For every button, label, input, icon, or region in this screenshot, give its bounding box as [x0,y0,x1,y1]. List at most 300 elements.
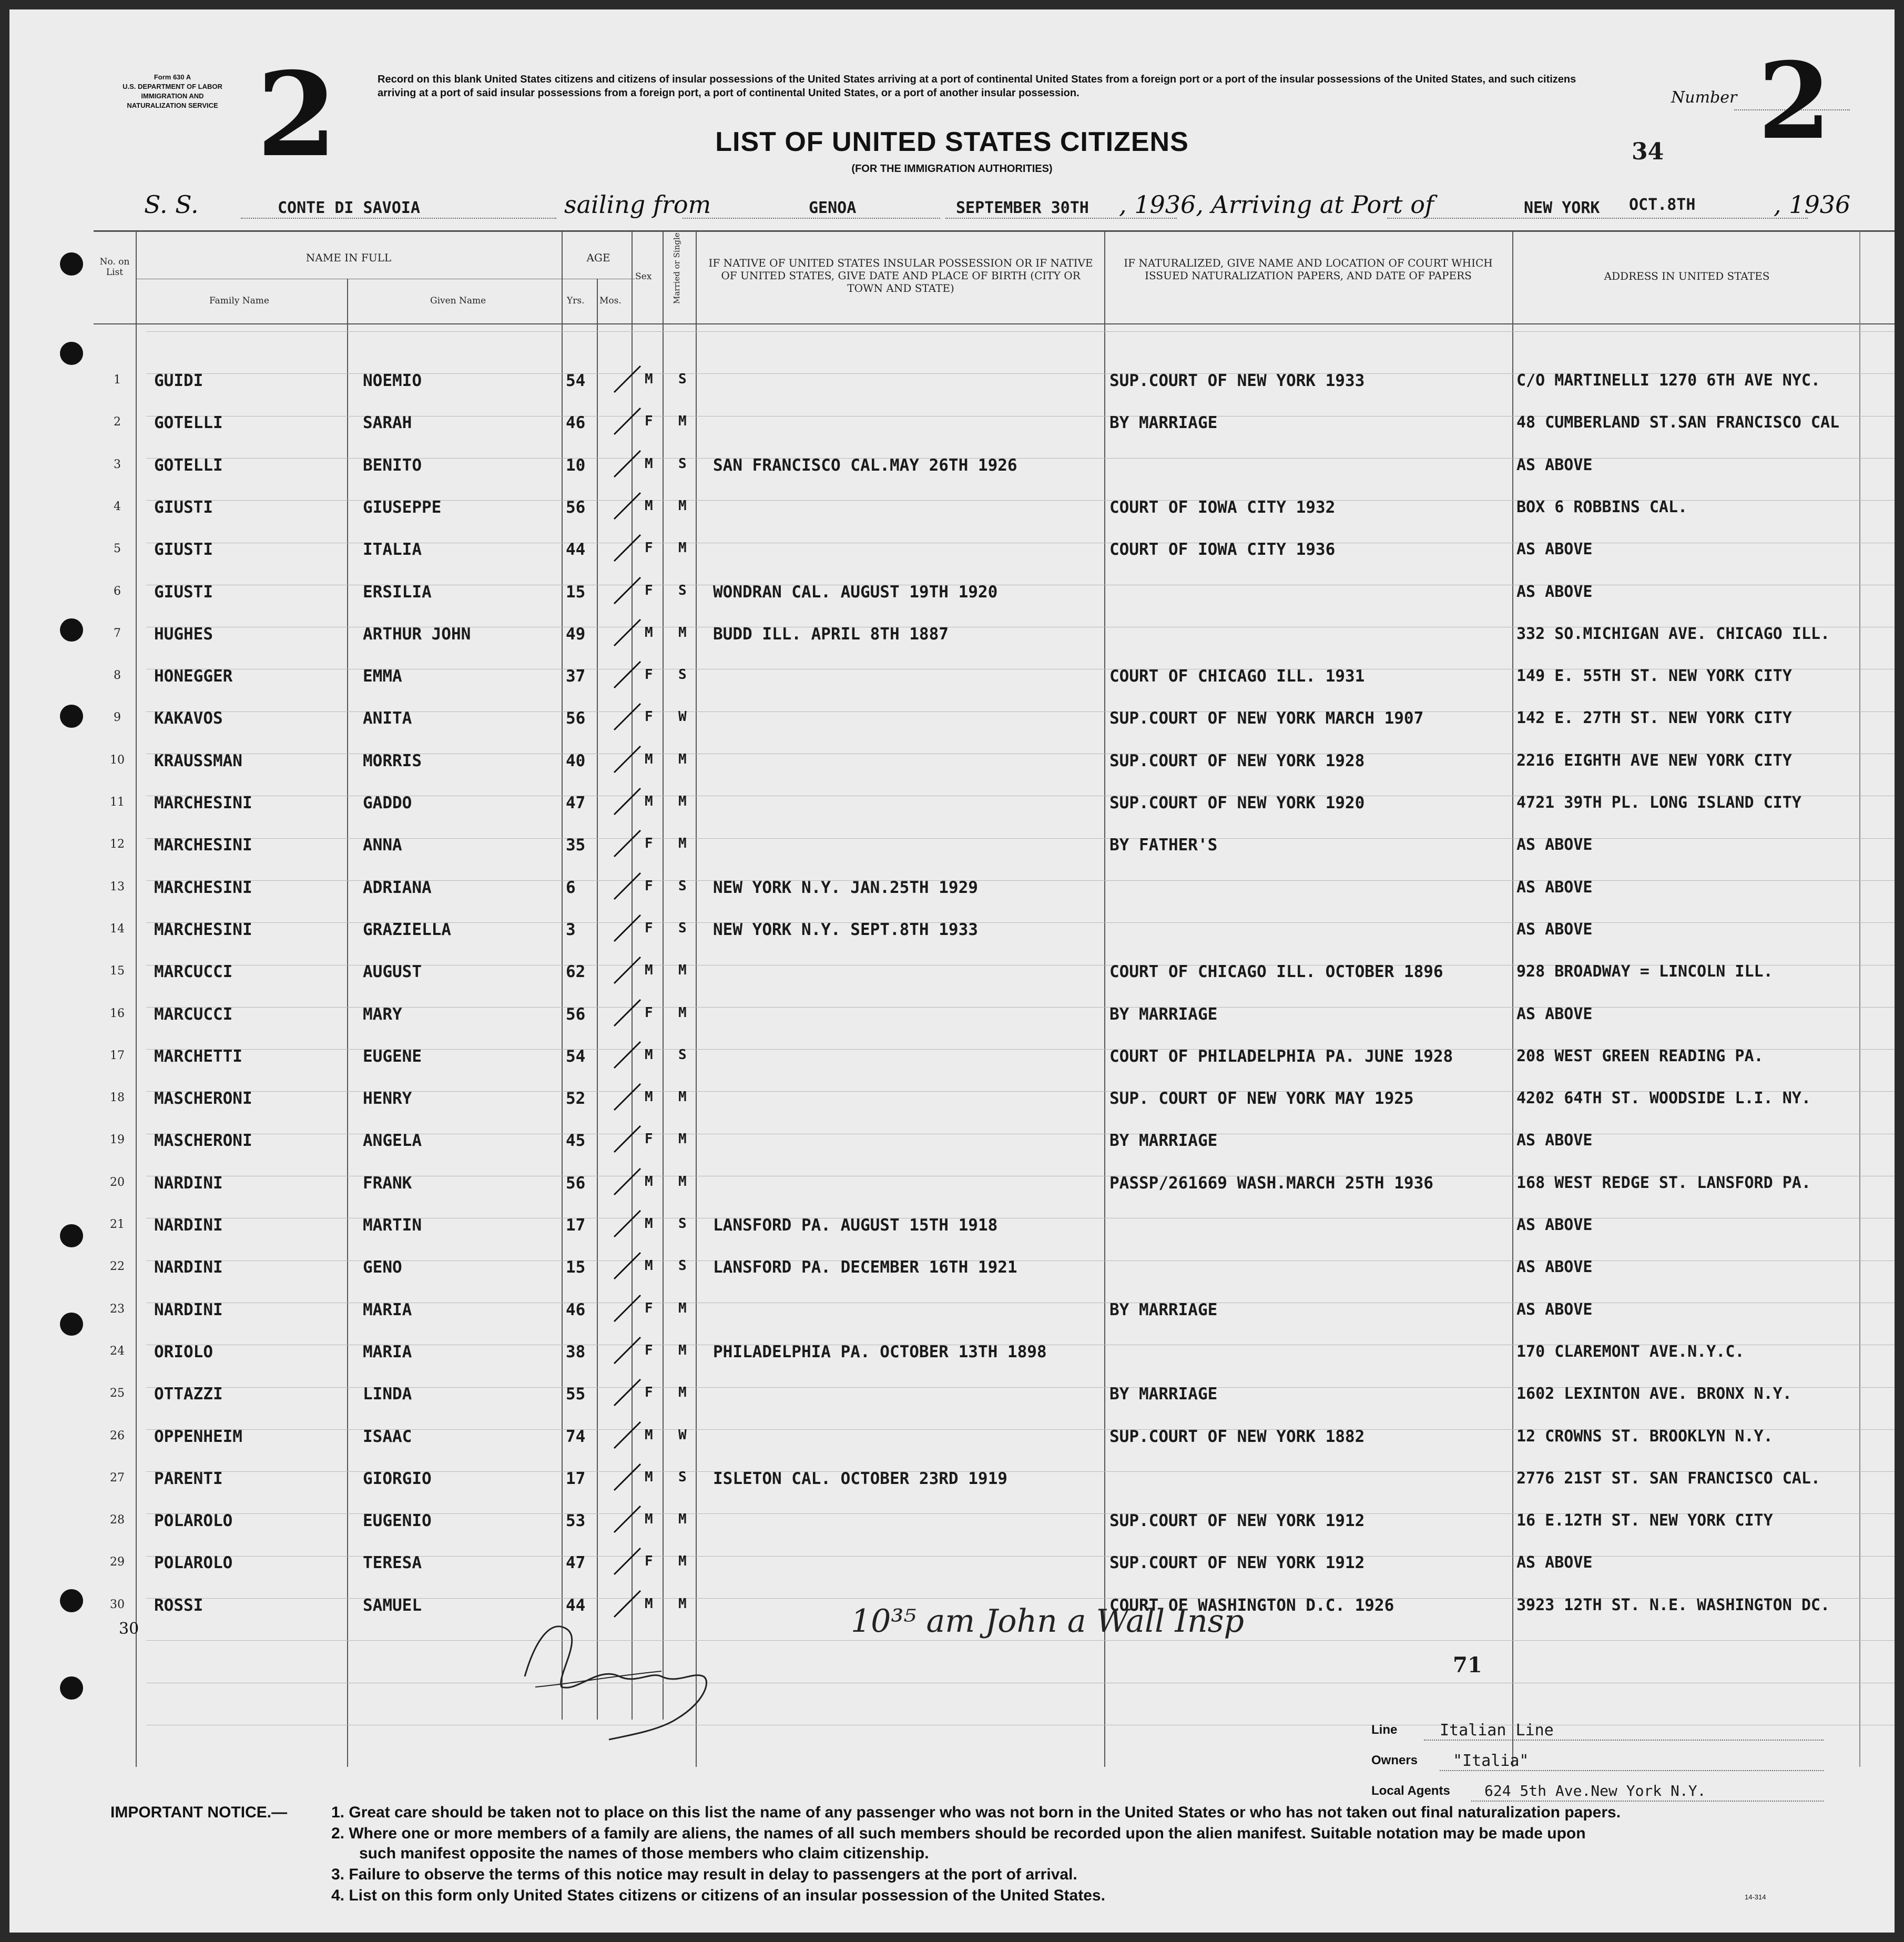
checkmark-icon [612,994,648,1031]
local-agents-label: Local Agents [1371,1784,1450,1798]
row-guide-line [146,838,1895,839]
naturalization-cell: COURT OF IOWA CITY 1936 [1109,540,1336,560]
naturalization-cell: BY MARRIAGE [1109,1004,1218,1024]
marital-status-cell: M [678,1595,687,1612]
sex-cell: M [645,1089,653,1105]
col-line [1104,231,1105,1767]
punch-hole [60,1224,83,1247]
age-cell: 47 [566,1553,586,1573]
family-name-cell: POLAROLO [154,1553,233,1573]
row-number-cell: 11 [110,796,125,809]
address-cell: AS ABOVE [1516,455,1593,474]
birth-place-date-cell: LANSFORD PA. AUGUST 15TH 1918 [713,1216,998,1235]
col-line [1512,231,1513,1767]
checkmark-icon [612,1417,648,1453]
naturalization-cell: SUP.COURT OF NEW YORK MARCH 1907 [1109,709,1424,728]
given-name-cell: MARIA [363,1342,412,1361]
row-number-cell: 27 [110,1471,125,1485]
marital-status-cell: M [678,1173,687,1189]
age-cell: 17 [566,1216,586,1235]
family-name-cell: OPPENHEIM [154,1427,242,1446]
marital-status-cell: M [678,1511,687,1528]
officer-signature-scribble [504,1595,725,1745]
record-instructions: Record on this blank United States citizens and citizens of insular possessions of the United States arriving at a port of continental United States from a foreign port or a port of the insular possessions of the United States, and such citizens arriving at a port of said insular possessions from a foreign port, a port of continental United States, or a port of another insular possession. [378,74,1576,99]
row-number-cell: 29 [110,1555,125,1569]
checkmark-icon [612,1374,648,1411]
family-name-cell: GIUSTI [154,540,213,560]
naturalization-cell: SUP.COURT OF NEW YORK 1912 [1109,1511,1365,1531]
header-address: ADDRESS IN UNITED STATES [1604,270,1770,282]
department-sub: IMMIGRATION AND [141,92,204,100]
col-line [136,231,137,1767]
given-name-cell: SAMUEL [363,1595,422,1615]
sex-cell: M [645,1046,653,1063]
naturalization-cell: COURT OF IOWA CITY 1932 [1109,497,1336,517]
sex-cell: M [645,1427,653,1443]
family-name-cell: MASCHERONI [154,1089,252,1109]
marital-status-cell: W [678,709,687,725]
col-line [1859,231,1860,1767]
sex-cell: M [645,455,653,472]
sex-cell: M [645,371,653,387]
given-name-cell: AUGUST [363,962,422,982]
punch-hole [60,342,83,365]
row-number-cell: 3 [114,457,121,471]
row-number-cell: 15 [110,964,125,978]
header-years: Yrs. [567,296,585,306]
sex-cell: F [645,1004,653,1021]
header-divider [94,323,1895,324]
address-cell: 2776 21ST ST. SAN FRANCISCO CAL. [1516,1469,1820,1488]
marital-status-cell: M [678,794,687,809]
family-name-cell: POLAROLO [154,1511,233,1531]
address-cell: AS ABOVE [1516,920,1593,939]
departure-date: SEPTEMBER 30TH [956,199,1089,217]
number-label: Number [1671,88,1737,107]
checkmark-icon [612,868,648,904]
given-name-cell: ERSILIA [363,582,432,602]
naturalization-cell: COURT OF PHILADELPHIA PA. JUNE 1928 [1109,1046,1453,1066]
age-cell: 54 [566,371,586,390]
given-name-cell: FRANK [363,1173,412,1193]
checkmark-icon [612,1459,648,1496]
checkmark-icon [612,530,648,566]
address-cell: AS ABOVE [1516,836,1593,855]
naturalization-cell: COURT OF CHICAGO ILL. 1931 [1109,667,1365,686]
sex-cell: F [645,709,653,725]
given-name-cell: MORRIS [363,751,422,770]
given-name-cell: ISAAC [363,1427,412,1446]
departure-port: GENOA [809,199,857,217]
naturalization-cell: SUP.COURT OF NEW YORK 1928 [1109,751,1365,770]
marital-status-cell: M [678,413,687,430]
header-name-in-full: NAME IN FULL [306,251,392,264]
age-cell: 56 [566,1173,586,1193]
checkmark-icon [612,656,648,693]
address-cell: 208 WEST GREEN READING PA. [1516,1046,1764,1065]
checkmark-icon [612,698,648,735]
header-naturalization: IF NATURALIZED, GIVE NAME AND LOCATION OF COURT WHICH ISSUED NATURALIZATION PAPERS, AND DATE OF PAPERS [1124,257,1493,282]
ship-name: CONTE DI SAVOIA [278,199,420,217]
given-name-cell: GIORGIO [363,1469,432,1488]
birth-place-date-cell: NEW YORK N.Y. JAN.25TH 1929 [713,878,978,897]
family-name-cell: MARCUCCI [154,962,233,982]
naturalization-cell: SUP. COURT OF NEW YORK MAY 1925 [1109,1089,1414,1109]
sex-cell: F [645,540,653,556]
address-cell: 332 SO.MICHIGAN AVE. CHICAGO ILL. [1516,624,1830,643]
marital-status-cell: M [678,1004,687,1021]
sex-cell: M [645,1173,653,1189]
marital-status-cell: M [678,497,687,514]
age-cell: 56 [566,497,586,517]
service-name: NATURALIZATION SERVICE [127,101,218,109]
address-cell: 16 E.12TH ST. NEW YORK CITY [1516,1511,1773,1530]
form-info [94,73,251,110]
row-number-cell: 10 [110,753,125,767]
row-number-cell: 12 [110,838,125,851]
family-name-cell: NARDINI [154,1258,223,1277]
col-line [347,279,348,1767]
row-number-cell: 21 [110,1218,125,1231]
age-cell: 56 [566,1004,586,1024]
age-cell: 74 [566,1427,586,1446]
owners-underline [1440,1770,1824,1771]
sex-cell: M [645,794,653,809]
age-cell: 17 [566,1469,586,1488]
marital-status-cell: S [678,920,687,936]
given-name-cell: GRAZIELLA [363,920,451,939]
col-line [663,231,664,1720]
family-name-cell: OTTAZZI [154,1385,223,1404]
row-guide-line [146,1260,1895,1261]
family-name-cell: MARCHETTI [154,1046,242,1066]
row-number-cell: 2 [114,415,121,429]
page-mark: 71 [1453,1653,1482,1677]
checkmark-icon [612,403,648,440]
col-line [562,231,563,1720]
checkmark-icon [612,614,648,651]
sex-cell: F [645,413,653,430]
address-cell: AS ABOVE [1516,1553,1593,1572]
header-given-name: Given Name [430,296,486,306]
age-cell: 46 [566,413,586,433]
row-number-cell: 9 [114,711,121,725]
family-name-cell: ROSSI [154,1595,203,1615]
page-title: LIST OF UNITED STATES CITIZENS [715,127,1189,157]
family-name-cell: MARCHESINI [154,836,252,855]
age-cell: 55 [566,1385,586,1404]
row-number-cell: 20 [110,1175,125,1189]
ship-underline [241,218,556,219]
birth-place-date-cell: LANSFORD PA. DECEMBER 16TH 1921 [713,1258,1017,1277]
list-number-right: 2 [1758,39,1831,163]
header-married-or-single: Married or Single [672,232,681,304]
row-number-cell: 8 [114,669,121,683]
punch-hole [60,618,83,642]
sailing-from-label: sailing from [564,190,711,219]
punch-hole [60,705,83,728]
address-cell: 3923 12TH ST. N.E. WASHINGTON DC. [1516,1595,1830,1614]
marital-status-cell: S [678,1469,687,1485]
row-number-cell: 23 [110,1302,125,1316]
given-name-cell: ANNA [363,836,402,855]
age-cell: 62 [566,962,586,982]
marital-status-cell: M [678,1385,687,1401]
sheet-number: 34 [1632,138,1664,165]
age-cell: 44 [566,1595,586,1615]
punch-hole [60,252,83,276]
marital-status-cell: W [678,1427,687,1443]
address-cell: AS ABOVE [1516,1216,1593,1234]
arrival-year: , 1936 [1774,190,1851,219]
punch-hole [60,1676,83,1700]
page-subtitle: (FOR THE IMMIGRATION AUTHORITIES) [851,163,1053,175]
header-no-on-list: No. on List [99,257,130,278]
row-number-cell: 5 [114,542,121,556]
family-name-cell: NARDINI [154,1300,223,1319]
given-name-cell: MARIA [363,1300,412,1319]
family-name-cell: GOTELLI [154,413,223,433]
family-name-cell: NARDINI [154,1173,223,1193]
family-name-cell: MARCHESINI [154,920,252,939]
row-number-cell: 6 [114,584,121,598]
sex-cell: M [645,1511,653,1528]
header-native-birth: IF NATIVE OF UNITED STATES INSULAR POSSESSION OR IF NATIVE OF UNITED STATES, GIVE DATE AND PLACE OF BIRTH (CITY OR TOWN AND STATE) [708,257,1093,294]
marital-status-cell: M [678,1342,687,1358]
sex-cell: M [645,751,653,767]
address-cell: 928 BROADWAY = LINCOLN ILL. [1516,962,1773,981]
row-number-cell: 16 [110,1006,125,1020]
given-name-cell: MARY [363,1004,402,1024]
checkmark-icon [612,1036,648,1073]
marital-status-cell: M [678,962,687,979]
address-cell: 48 CUMBERLAND ST.SAN FRANCISCO CAL [1516,413,1840,432]
sex-cell: M [645,624,653,640]
marital-status-cell: S [678,1046,687,1063]
address-cell: 4202 64TH ST. WOODSIDE L.I. NY. [1516,1089,1811,1108]
marital-status-cell: M [678,1089,687,1105]
line-underline [1424,1740,1824,1741]
age-cell: 35 [566,836,586,855]
sex-cell: F [645,582,653,598]
given-name-cell: ARTHUR JOHN [363,624,471,644]
sex-cell: M [645,1258,653,1274]
notice-item-2-cont: such manifest opposite the names of those members who claim citizenship. [359,1845,929,1862]
notice-item-3: 3. Failure to observe the terms of this notice may result in delay to passengers at the port of arrival. [331,1866,1077,1883]
family-name-cell: KRAUSSMAN [154,751,242,770]
marital-status-cell: S [678,1216,687,1232]
naturalization-cell: PASSP/261669 WASH.MARCH 25TH 1936 [1109,1173,1433,1193]
table-top-border-inner [94,231,1895,232]
agents-underline [1471,1801,1824,1802]
naturalization-cell: SUP.COURT OF NEW YORK 1933 [1109,371,1365,390]
row-number-cell: 17 [110,1049,125,1062]
family-name-cell: GIUSTI [154,582,213,602]
given-name-cell: LINDA [363,1385,412,1404]
row-number-cell: 7 [114,626,121,640]
checkmark-icon [612,1332,648,1369]
age-cell: 45 [566,1131,586,1151]
marital-status-cell: S [678,371,687,387]
sex-cell: M [645,497,653,514]
given-name-cell: GADDO [363,794,412,812]
row-number-cell: 1 [114,373,121,387]
given-name-cell: ANGELA [363,1131,422,1151]
age-cell: 49 [566,624,586,644]
checkmark-icon [612,1501,648,1538]
col-line [597,279,598,1720]
department: U.S. DEPARTMENT OF LABOR [123,83,222,90]
naturalization-cell: COURT OF WASHINGTON D.C. 1926 [1109,1595,1394,1615]
sex-cell: F [645,1300,653,1316]
given-name-cell: ADRIANA [363,878,432,897]
print-code: 14-314 [1745,1893,1766,1901]
marital-status-cell: M [678,540,687,556]
row-number-cell: 26 [110,1429,125,1442]
notice-heading: IMPORTANT NOTICE.— [110,1804,288,1821]
age-cell: 44 [566,540,586,560]
address-cell: AS ABOVE [1516,582,1593,601]
given-name-cell: GENO [363,1258,402,1277]
marital-status-cell: S [678,667,687,683]
naturalization-cell: BY MARRIAGE [1109,1300,1218,1319]
row-number-cell: 18 [110,1091,125,1105]
given-name-cell: EUGENE [363,1046,422,1066]
given-name-cell: GIUSEPPE [363,497,442,517]
birth-place-date-cell: NEW YORK N.Y. SEPT.8TH 1933 [713,920,978,939]
sex-cell: F [645,667,653,683]
naturalization-cell: BY FATHER'S [1109,836,1218,855]
col-line [696,231,697,1767]
row-number-cell: 25 [110,1387,125,1400]
family-name-cell: KAKAVOS [154,709,223,728]
given-name-cell: NOEMIO [363,371,422,390]
naturalization-cell: SUP.COURT OF NEW YORK 1912 [1109,1553,1365,1573]
family-name-cell: GIUSTI [154,497,213,517]
age-cell: 54 [566,1046,586,1066]
naturalization-cell: SUP.COURT OF NEW YORK 1882 [1109,1427,1365,1446]
birth-place-date-cell: PHILADELPHIA PA. OCTOBER 13TH 1898 [713,1342,1047,1361]
checkmark-icon [612,1290,648,1327]
checkmark-icon [612,741,648,778]
given-name-cell: ITALIA [363,540,422,560]
marital-status-cell: S [678,878,687,894]
address-cell: AS ABOVE [1516,878,1593,897]
sex-cell: M [645,1469,653,1485]
checkmark-icon [612,1163,648,1200]
arrival-date: OCT.8TH [1629,196,1696,214]
row-number-cell: 4 [114,500,121,513]
given-name-cell: BENITO [363,455,422,475]
sex-cell: F [645,1385,653,1401]
address-cell: 12 CROWNS ST. BROOKLYN N.Y. [1516,1427,1773,1446]
sex-cell: F [645,1553,653,1570]
naturalization-cell: BY MARRIAGE [1109,1385,1218,1404]
age-cell: 52 [566,1089,586,1109]
line-label: Line [1371,1723,1398,1737]
header-age: AGE [586,251,610,264]
birth-place-date-cell: SAN FRANCISCO CAL.MAY 26TH 1926 [713,455,1017,475]
row-number-cell: 13 [110,880,125,893]
naturalization-cell: BY MARRIAGE [1109,413,1218,433]
family-name-cell: MARCHESINI [154,794,252,812]
naturalization-cell: SUP.COURT OF NEW YORK 1920 [1109,794,1365,812]
checkmark-icon [612,361,648,398]
address-cell: 2216 EIGHTH AVE NEW YORK CITY [1516,751,1792,770]
age-cell: 10 [566,455,586,475]
address-cell: 142 E. 27TH ST. NEW YORK CITY [1516,709,1792,728]
address-cell: 170 CLAREMONT AVE.N.Y.C. [1516,1342,1745,1361]
departure-year: , 1936, Arriving at Port of [1119,190,1434,219]
checkmark-icon [612,1079,648,1115]
family-name-cell: MASCHERONI [154,1131,252,1151]
sex-cell: F [645,920,653,936]
address-cell: C/O MARTINELLI 1270 6TH AVE NYC. [1516,371,1820,390]
marital-status-cell: M [678,1300,687,1316]
row-number-cell: 30 [110,1598,125,1611]
marital-status-cell: M [678,1131,687,1147]
address-cell: 149 E. 55TH ST. NEW YORK CITY [1516,667,1792,686]
marital-status-cell: M [678,751,687,767]
sex-cell: M [645,1595,653,1612]
marital-status-cell: M [678,1553,687,1570]
sex-cell: M [645,1216,653,1232]
checkmark-icon [612,783,648,820]
family-name-cell: HONEGGER [154,667,233,686]
notice-item-4: 4. List on this form only United States citizens or citizens of an insular possession of the United States. [331,1887,1105,1904]
header-sex: Sex [635,271,652,282]
punch-hole [60,1589,83,1612]
age-cell: 38 [566,1342,586,1361]
row-guide-line [146,331,1895,332]
marital-status-cell: S [678,455,687,472]
sex-cell: F [645,1131,653,1147]
given-name-cell: TERESA [363,1553,422,1573]
marital-status-cell: M [678,624,687,640]
sex-cell: M [645,962,653,979]
address-cell: BOX 6 ROBBINS CAL. [1516,497,1688,516]
arrival-time-and-inspector: 10³⁵ am John a Wall Insp [851,1603,1244,1640]
arrival-port: NEW YORK [1524,199,1600,217]
given-name-cell: HENRY [363,1089,412,1109]
family-name-cell: NARDINI [154,1216,223,1235]
arrival-underline [1387,218,1808,219]
header-months: Mos. [599,296,622,306]
row-number-cell: 28 [110,1513,125,1527]
address-cell: 1602 LEXINTON AVE. BRONX N.Y. [1516,1385,1792,1404]
checkmark-icon [612,1121,648,1157]
sex-cell: F [645,878,653,894]
family-name-cell: MARCHESINI [154,878,252,897]
checkmark-icon [612,572,648,609]
row-guide-line [146,1640,1895,1641]
age-cell: 15 [566,582,586,602]
checkmark-icon [612,1247,648,1284]
list-number-left: 2 [257,46,338,182]
address-cell: AS ABOVE [1516,1258,1593,1277]
birth-place-date-cell: WONDRAN CAL. AUGUST 19TH 1920 [713,582,998,602]
family-name-cell: ORIOLO [154,1342,213,1361]
form-number: Form 630 A [154,73,191,81]
checkmark-icon [612,952,648,989]
birth-place-date-cell: BUDD ILL. APRIL 8TH 1887 [713,624,949,644]
address-cell: 4721 39TH PL. LONG ISLAND CITY [1516,794,1801,812]
ss-label: S. S. [144,190,199,219]
family-name-cell: MARCUCCI [154,1004,233,1024]
naturalization-cell: BY MARRIAGE [1109,1131,1218,1151]
row-number-cell: 24 [110,1344,125,1358]
notice-item-2: 2. Where one or more members of a family are aliens, the names of all such members should be recorded upon the alien manifest. Suitable notation may be made upon [331,1825,1586,1842]
